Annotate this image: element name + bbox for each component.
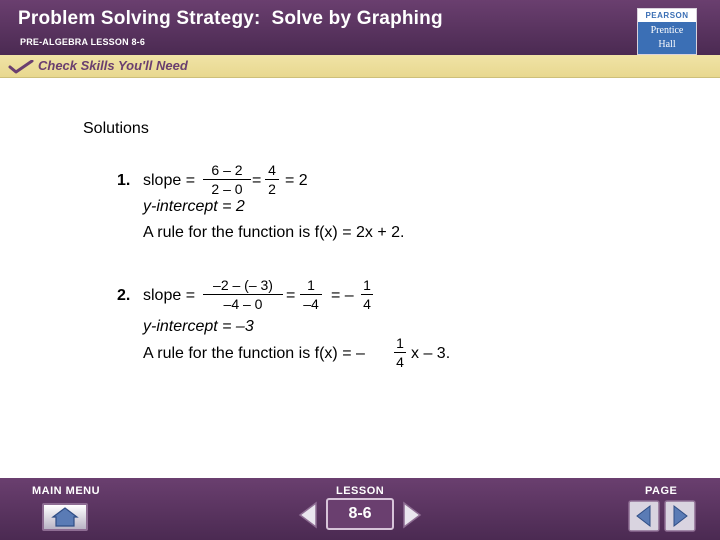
logo-line1: Prentice [650, 25, 684, 36]
main-menu-label: MAIN MENU [32, 485, 101, 497]
problem-1-equals-1: = [252, 172, 262, 189]
problem-1-result: = 2 [285, 172, 308, 189]
problem-2-intercept: y-intercept = –3 [143, 318, 254, 335]
problem-2-fraction-3 [361, 277, 373, 312]
lesson-prev-button[interactable] [296, 501, 320, 529]
fraction-denominator: 4 [396, 354, 404, 370]
fraction-numerator: 1 [307, 277, 315, 293]
problem-2-rule-suffix: x – 3. [411, 345, 451, 362]
problem-1-number: 1. [117, 172, 131, 189]
solutions-heading: Solutions [83, 120, 149, 137]
page-next-button[interactable] [664, 500, 696, 532]
problem-2-slope-label: slope = [143, 287, 196, 304]
problem-1-rule: A rule for the function is f(x) = 2x + 2. [143, 224, 405, 241]
checkmark-icon [8, 60, 34, 74]
logo-line2: Hall [658, 39, 676, 50]
fraction-numerator: –2 – (– 3) [213, 277, 273, 293]
problem-1-fraction-2 [265, 162, 279, 197]
problem-2-number: 2. [117, 287, 131, 304]
lesson-next-button[interactable] [400, 501, 424, 529]
problem-1-slope-label: slope = [143, 172, 196, 189]
problem-2-equals-1: = [286, 287, 296, 304]
fraction-denominator: 2 – 0 [211, 181, 243, 197]
problem-1-fraction-1 [203, 162, 251, 197]
home-icon [44, 505, 86, 529]
problem-2-fraction-4 [394, 335, 406, 370]
fraction-denominator: 4 [363, 296, 371, 312]
fraction-numerator: 4 [268, 162, 276, 178]
fraction-numerator: 1 [396, 335, 404, 351]
problem-1-intercept: y-intercept = 2 [143, 198, 245, 215]
lesson-number-box: 8-6 [326, 498, 394, 530]
lesson-subtitle: PRE-ALGEBRA LESSON 8-6 [20, 37, 146, 47]
problem-2-fraction-2 [300, 277, 322, 312]
page-prev-button[interactable] [628, 500, 660, 532]
logo-top-text: PEARSON [638, 9, 696, 22]
fraction-denominator: 2 [268, 181, 276, 197]
check-skills-label: Check Skills You'll Need [38, 58, 188, 73]
problem-2-rule-prefix: A rule for the function is f(x) = – [143, 345, 365, 362]
page-label: PAGE [645, 485, 678, 497]
fraction-numerator: 1 [363, 277, 371, 293]
fraction-denominator: –4 – 0 [223, 296, 263, 312]
problem-2-equals-2: = – [331, 287, 354, 304]
publisher-logo [637, 8, 697, 55]
fraction-denominator: –4 [303, 296, 319, 312]
lesson-label: LESSON [336, 485, 385, 497]
logo-bottom [638, 22, 696, 54]
fraction-numerator: 6 – 2 [211, 162, 243, 178]
main-menu-button[interactable] [42, 503, 88, 531]
page-title: Problem Solving Strategy: Solve by Graphing [18, 8, 443, 29]
problem-2-fraction-1 [203, 277, 283, 312]
